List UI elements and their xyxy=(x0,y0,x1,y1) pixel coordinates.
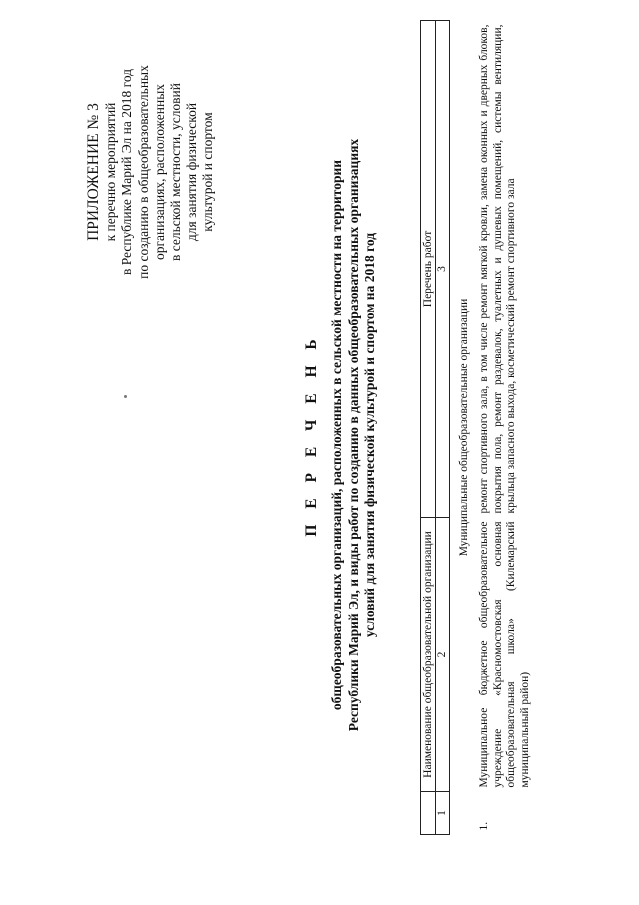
header-cell-number xyxy=(421,792,436,835)
table-row xyxy=(476,21,533,835)
appendix-line: в Республике Марий Эл на 2018 год xyxy=(119,68,135,276)
appendix-block xyxy=(86,37,217,307)
appendix-line: по созданию в общеобразовательных xyxy=(135,65,151,279)
section-title: Муниципальные общеобразовательные организации xyxy=(458,298,470,557)
header-cell-works: Перечень работ xyxy=(421,21,436,518)
column-number: 3 xyxy=(436,21,450,518)
document-title xyxy=(303,115,379,755)
subtitle-line: условий для занятия физической культурой и спортом на 2018 год xyxy=(362,232,377,638)
column-number: 2 xyxy=(436,518,450,792)
works-table xyxy=(420,20,533,835)
section-row xyxy=(450,21,477,835)
document-heading: П Е Р Е Ч Е Н Ь xyxy=(303,333,320,537)
subtitle-line: общеобразовательных организаций, расположенных в сельской местности на территории xyxy=(329,159,344,711)
appendix-number: ПРИЛОЖЕНИЕ № 3 xyxy=(85,103,102,241)
works-list: ремонт спортивного зала, в том числе ремонт мягкой кровли, замена оконных и дверных блоков, покрытия пола, ремонт раздевалок, туалетных и душевых помещений, системы вентиляции, крыльца запасного выхода, косметический ремонт спортивного зала xyxy=(478,24,517,514)
appendix-line: к перечню мероприятий xyxy=(103,102,119,242)
column-number: 1 xyxy=(436,792,450,835)
subtitle-line: Республики Марий Эл, и виды работ по созданию в данных общеобразовательных организациях xyxy=(345,138,361,732)
appendix-line: организациях, расположенных xyxy=(151,83,167,261)
header-cell-name: Наименование общеобразовательной организации xyxy=(421,518,436,792)
appendix-line: для занятия физической xyxy=(184,102,200,242)
column-number-row xyxy=(436,21,450,835)
table-header-row xyxy=(421,21,436,835)
appendix-line: культурой и спортом xyxy=(200,112,216,232)
row-number: 1. xyxy=(478,821,490,831)
appendix-line: в сельской местности, условий xyxy=(168,83,184,261)
organization-name: Муниципальное бюджетное общеобразовательное учреждение «Красномостовская основная общеобразовательная школа» (Килемарский муниципальный район) xyxy=(478,521,531,788)
scan-speck xyxy=(124,395,127,398)
